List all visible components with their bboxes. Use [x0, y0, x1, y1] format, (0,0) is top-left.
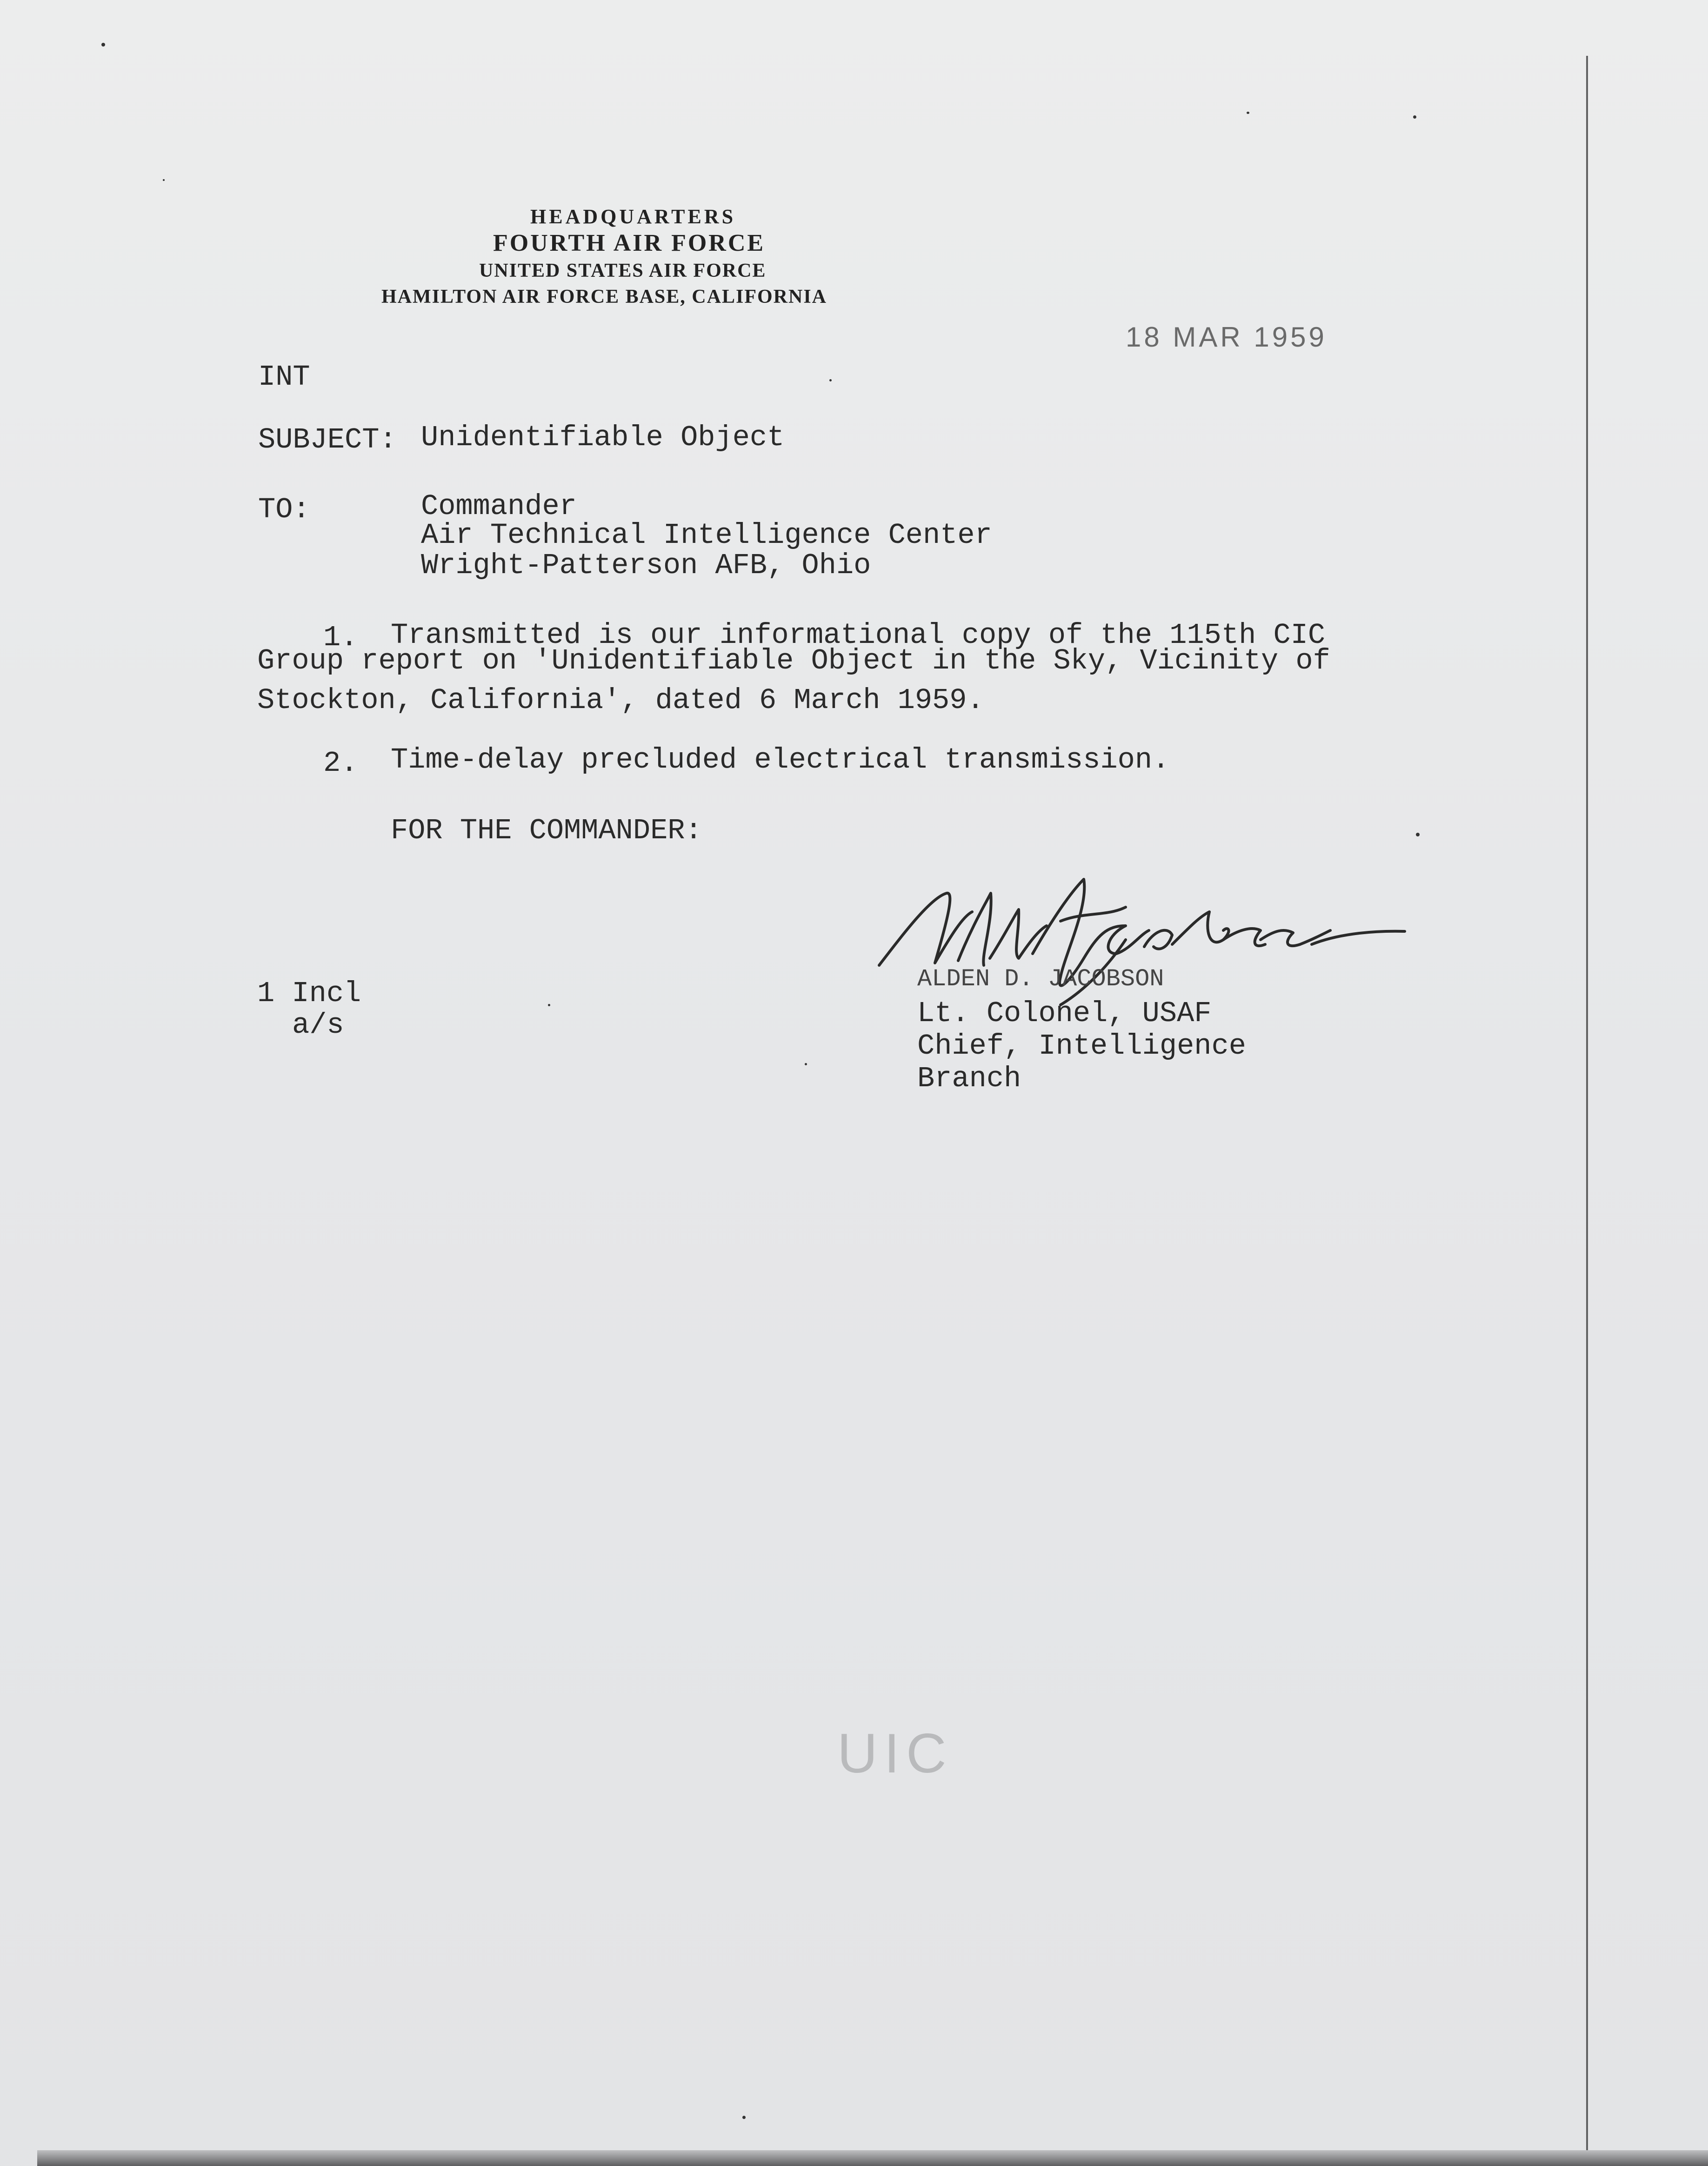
page-edge-line	[1586, 56, 1588, 2159]
paragraph-line: Stockton, California', dated 6 March 1959.	[257, 684, 984, 717]
scan-speck	[829, 379, 832, 381]
subject-value: Unidentifiable Object	[421, 421, 785, 454]
closing-line: FOR THE COMMANDER:	[391, 814, 702, 847]
paragraph-line: Group report on 'Unidentifiable Object in the Sky, Vicinity of	[257, 644, 1330, 677]
scan-speck	[805, 1063, 807, 1065]
paragraph-line: Transmitted is our informational copy of the 115th CIC	[391, 619, 1326, 652]
letterhead-service: UNITED STATES AIR FORCE	[479, 260, 767, 281]
signer-rank: Lt. Colonel, USAF	[917, 997, 1212, 1030]
scan-speck	[1416, 833, 1420, 836]
faint-stamp-mark: UIC	[837, 1722, 953, 1785]
paragraph-number: 1.	[323, 621, 358, 654]
paragraph-line: Time-delay precluded electrical transmission.	[391, 743, 1170, 776]
signer-title: Branch	[917, 1062, 1021, 1095]
signer-name: ALDEN D. JACOBSON	[917, 965, 1164, 993]
letterhead-command: FOURTH AIR FORCE	[493, 230, 766, 256]
scan-speck	[163, 179, 165, 181]
office-symbol: INT	[258, 361, 310, 394]
letterhead	[381, 205, 1140, 308]
scan-speck	[101, 43, 105, 47]
to-line: Wright-Patterson AFB, Ohio	[421, 549, 871, 582]
page-bottom-border	[37, 2150, 1708, 2166]
to-line: Commander	[421, 490, 577, 523]
paragraph-number: 2.	[323, 747, 358, 780]
enclosure-count: 1 Incl	[257, 977, 361, 1010]
scan-speck	[1247, 112, 1249, 114]
signer-title: Chief, Intelligence	[917, 1030, 1246, 1063]
enclosure-note: a/s	[292, 1009, 344, 1042]
letterhead-location: HAMILTON AIR FORCE BASE, CALIFORNIA	[381, 286, 827, 308]
to-label: TO:	[258, 493, 310, 526]
to-line: Air Technical Intelligence Center	[421, 519, 992, 552]
scan-speck	[1413, 115, 1416, 119]
scan-speck	[548, 1004, 550, 1006]
date-stamp: 18 MAR 1959	[1126, 321, 1327, 353]
subject-label: SUBJECT:	[258, 423, 397, 456]
letterhead-headquarters: HEADQUARTERS	[530, 205, 736, 228]
scan-speck	[742, 2116, 746, 2119]
